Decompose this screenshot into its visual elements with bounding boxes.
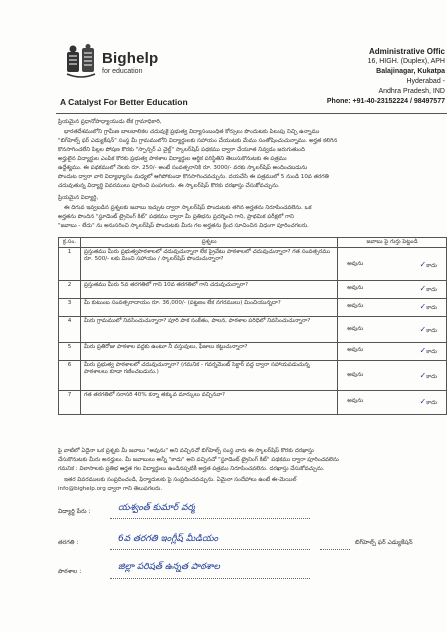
para1-line: కొనసాగించలేని పిల్లల పోషణ కొరకు "స్పాన్సర్ ఎ చైల్డ్" స్కాలర్‌షిప్ పథకము ద్వారా చేయూత నివ్వడం జరుగుతుంది bbox=[58, 147, 305, 153]
answer-yes[interactable]: అవును bbox=[347, 303, 364, 309]
answer-no[interactable]: కాదు bbox=[426, 328, 437, 334]
check-mark-icon: ✓ bbox=[419, 346, 427, 355]
answer-yes[interactable]: అవును bbox=[347, 285, 364, 291]
bighelp-logo-icon bbox=[66, 44, 96, 80]
table-row bbox=[59, 343, 447, 361]
row-answer[interactable] bbox=[338, 391, 447, 415]
row-serial: 7 bbox=[59, 391, 81, 415]
footer-note: info@bighelp.org ద్వారా గాని తెలుపగలరు. bbox=[58, 486, 163, 492]
answer-yes[interactable]: అవును bbox=[347, 372, 364, 378]
office-address bbox=[280, 47, 447, 107]
address-title: Administrative Offic bbox=[368, 47, 445, 56]
row-question: మీ కుటుంబ సంవత్సరాదాయం రూ. 36,000/- (పట్టణం లేక నగరములు) మించియున్నదా? bbox=[80, 299, 337, 317]
school-line bbox=[110, 578, 310, 579]
table-row bbox=[59, 361, 447, 391]
brand-subtitle: for education bbox=[102, 68, 143, 75]
address-line-1: 16, HIGH. (Duplex), APH bbox=[367, 58, 445, 65]
row-serial: 5 bbox=[59, 343, 81, 361]
answer-yes[interactable]: అవును bbox=[347, 326, 364, 332]
student-name-field[interactable]: యశ్వంత్ కుమార్ వర్మ bbox=[118, 503, 195, 513]
footer-note: పై వాటిలో ఏదైనా ఒక ప్రశ్నకు మీ జవాబు "అవును" అని వచ్చినచో బిగ్‌హెల్ప్ సంస్థ వారు ఈ స్కాలర్‌షిప్ కొరకు దరఖాస్తు bbox=[58, 448, 314, 454]
table-header-row bbox=[59, 238, 447, 248]
check-mark-icon: ✓ bbox=[419, 325, 427, 334]
signature-line bbox=[320, 549, 350, 550]
class-field[interactable]: 6వ తరగతి ఇంగ్లీష్ మీడియం bbox=[118, 534, 219, 544]
row-answer[interactable] bbox=[338, 281, 447, 299]
signature-label: బిగ్‌హెల్ప్ ఫర్ ఎడ్యుకేషన్ bbox=[355, 539, 413, 546]
footer-note: గమనిక : విలాసాలకు ప్రతిభ ఆర్హత గల విద్యార్థులు ఉండినప్పటికీ అర్హత పత్రము నిరూపించవలెను. దరఖాస్తు చేసుకోవచ్చును. bbox=[58, 466, 325, 472]
address-line-4: Andhra Pradesh, IND bbox=[378, 88, 445, 95]
answer-yes[interactable]: అవును bbox=[347, 347, 364, 353]
header-divider bbox=[56, 113, 447, 114]
table-row bbox=[59, 248, 447, 281]
address-line-2: Balajinagar, Kukatpa bbox=[376, 68, 445, 75]
answer-yes[interactable]: అవును bbox=[347, 261, 364, 267]
row-question: ప్రస్తుతము మీరు ప్రభుత్వపాఠశాలలో చదువుచున్నారా లేక ప్రైవేటు పాఠశాలలో చదువుచున్నారా? గత సంవత్సరము రూ. 500/- లకు మించి సహాయం / స్కాలర్‌షిప్ పొందుచున్నారా? bbox=[80, 248, 337, 281]
row-serial: 4 bbox=[59, 317, 81, 343]
row-answer[interactable] bbox=[338, 343, 447, 361]
student-name-label: విద్యార్థి పేరు : bbox=[58, 508, 91, 515]
answer-no[interactable]: కాదు bbox=[426, 263, 437, 269]
answer-no[interactable]: కాదు bbox=[426, 374, 437, 380]
answer-no[interactable]: కాదు bbox=[426, 287, 437, 293]
footer-note: చేసుకొనుటకు మీరు అనర్హులు. మీ జవాబులు అన్నీ "కాదు" అని వచ్చినచో "స్టూడెంట్ ట్రైనింగ్ కిట్" పథకము ద్వారా పూరించవలెను bbox=[58, 457, 339, 463]
address-phone: Phone: +91-40-23152224 / 98497577 bbox=[326, 98, 445, 105]
table-row bbox=[59, 317, 447, 343]
answer-yes[interactable]: అవును bbox=[347, 398, 364, 404]
row-question: మీరు ప్రతిరోజు పాఠశాల వద్దకు ఉంటూ నీ వస్తువులు, ఫీజులు కట్టుచున్నారా? bbox=[80, 343, 337, 361]
row-serial: 6 bbox=[59, 361, 81, 391]
row-answer[interactable] bbox=[338, 361, 447, 391]
class-line bbox=[110, 549, 310, 550]
eligibility-table bbox=[58, 237, 447, 415]
para1-line: పొందుట ద్వారా వారి విద్యాభ్యాసం మధ్యలో ఆగిపోకుండా కొనసాగించవచ్చును. దయచేసి ఈ పత్రములో 5 నుండి 10వ తరగతి bbox=[58, 174, 329, 180]
class-label: తరగతి : bbox=[58, 539, 79, 546]
check-mark-icon: ✓ bbox=[419, 284, 427, 293]
answer-no[interactable]: కాదు bbox=[426, 400, 437, 406]
para1-line: భారతదేశములోని గ్రామీణ బాలబాలికల చదువుకై ప్రభుత్వ విద్యాసంబంధిత కోర్సులు పొందుటకు పిలుపు నిచ్చి ఉన్నాము bbox=[64, 129, 320, 135]
tagline: A Catalyst For Better Education bbox=[60, 97, 188, 107]
header-serial: క్ర.సం. bbox=[59, 238, 81, 248]
school-label: పాఠశాల : bbox=[58, 568, 82, 575]
row-serial: 1 bbox=[59, 248, 81, 281]
salutation: ప్రియమైన ప్రధానోపాధ్యాయుడు లేక గ్రామాధికారి, bbox=[58, 119, 162, 125]
table-row bbox=[59, 299, 447, 317]
para2-line: ఈ దిగువ ఇవ్వబడిన ప్రశ్నలకు జవాబు ఇచ్చుట ద్వారా స్కాలర్‌షిప్ పొందుటకు తగిన అర్హతను నిరూపించవలెను. ఒక bbox=[64, 205, 312, 211]
para2-line: "జవాబు - లేదు" ను అనుసరించి స్కాలర్‌షిప్ పొందుటకు మీరు గల అర్హతను క్రింద సూచించిన విధంగా పూరించగలరు. bbox=[58, 223, 309, 229]
row-question: మీరు గ్రామములో నివసించుచున్నారా? పూరి పాక సంకేతం, పాలన, పాఠశాల పరిధిలో నివసించుచున్నారా? bbox=[80, 317, 337, 343]
address-line-3: Hyderabad - bbox=[406, 78, 445, 85]
row-serial: 2 bbox=[59, 281, 81, 299]
check-mark-icon: ✓ bbox=[419, 302, 427, 311]
row-serial: 3 bbox=[59, 299, 81, 317]
header-answer: జవాబు పై గుర్తు పెట్టండి bbox=[338, 238, 447, 248]
student-greeting: ప్రియమైన విద్యార్థి, bbox=[58, 195, 99, 201]
row-answer[interactable] bbox=[338, 248, 447, 281]
para1-line: చదువుతున్న విద్యార్థి వివరములు పూరించి పంపగలరు. ఈ స్కాలర్‌షిప్ కొరకు దరఖాస్తు చేసుకోవచ్చును. bbox=[58, 183, 280, 189]
brand-name: Bighelp bbox=[102, 50, 159, 67]
header-question: ప్రశ్నలు bbox=[80, 238, 337, 248]
student-name-line bbox=[110, 518, 310, 519]
table-row bbox=[59, 391, 447, 415]
check-mark-icon: ✓ bbox=[419, 260, 427, 269]
answer-no[interactable]: కాదు bbox=[426, 305, 437, 311]
check-mark-icon: ✓ bbox=[419, 397, 427, 406]
row-question: ప్రస్తుతము మీరు 5వ తరగతిలో గాని 10వ తరగతిలో గాని చదువుచున్నారా? bbox=[80, 281, 337, 299]
brand bbox=[102, 50, 158, 75]
table-row bbox=[59, 281, 447, 299]
row-answer[interactable] bbox=[338, 317, 447, 343]
para1-line: ఉద్దేశ్యము. ఈ పథకములో నెలకు రూ. 250/- అంటే సంవత్సరానికి రూ. 3000/- వరకు స్కాలర్‌షిప్ అందించబడును bbox=[58, 165, 308, 171]
row-question: గత తరగతిలో సరాసరి 40% కన్నా తక్కువ మార్కులు వచ్చినవా? bbox=[80, 391, 337, 415]
answer-no[interactable]: కాదు bbox=[426, 349, 437, 355]
row-question: మీరు ప్రభుత్వ పాఠశాలలో చదువుచున్నారా? (గమనిక - గవర్నమెంట్ సెక్టార్ వద్ద ద్వారా సహాయపడుచున్న పాఠశాలలు కూడా గణించబడును.) bbox=[80, 361, 337, 391]
check-mark-icon: ✓ bbox=[419, 371, 427, 380]
para2-line: అర్హతను పొందిన "స్టూడెంట్ ట్రైనింగ్ కిట్" పథకము ద్వారా మీ ప్రతిభను ప్రదర్శించి గాని, ప్రాథమిక పరీక్షలో గాని bbox=[58, 214, 294, 220]
footer-note: ఇతర వివరములకు సంప్రదించండి, ఫిర్యాదులకు పై సంప్రదించవచ్చును. ఏమైనా సందేహాలు ఉంటే ఈ-మెయిల్ bbox=[64, 477, 297, 483]
row-answer[interactable] bbox=[338, 299, 447, 317]
para1-line: అర్హులైన విద్యార్థుల ఎంపిక కొరకు ప్రభుత్వ పాఠశాల విద్యార్థుల ఆర్థిక పరిస్థితిని తెలుసుకొనుటకు ఈ పత్రము bbox=[58, 156, 287, 162]
para1-line: "బిగ్‌హెల్ప్ ఫర్ ఎడ్యుకేషన్" సంస్థ మీ గ్రామములోని విద్యార్థులకు సహాయం చేయుటకు మేము సంతోషించుచున్నాము. అర్హత కలిగిన bbox=[58, 138, 338, 144]
school-field[interactable]: జిల్లా పరిషత్ ఉన్నత పాఠశాల bbox=[118, 562, 220, 572]
